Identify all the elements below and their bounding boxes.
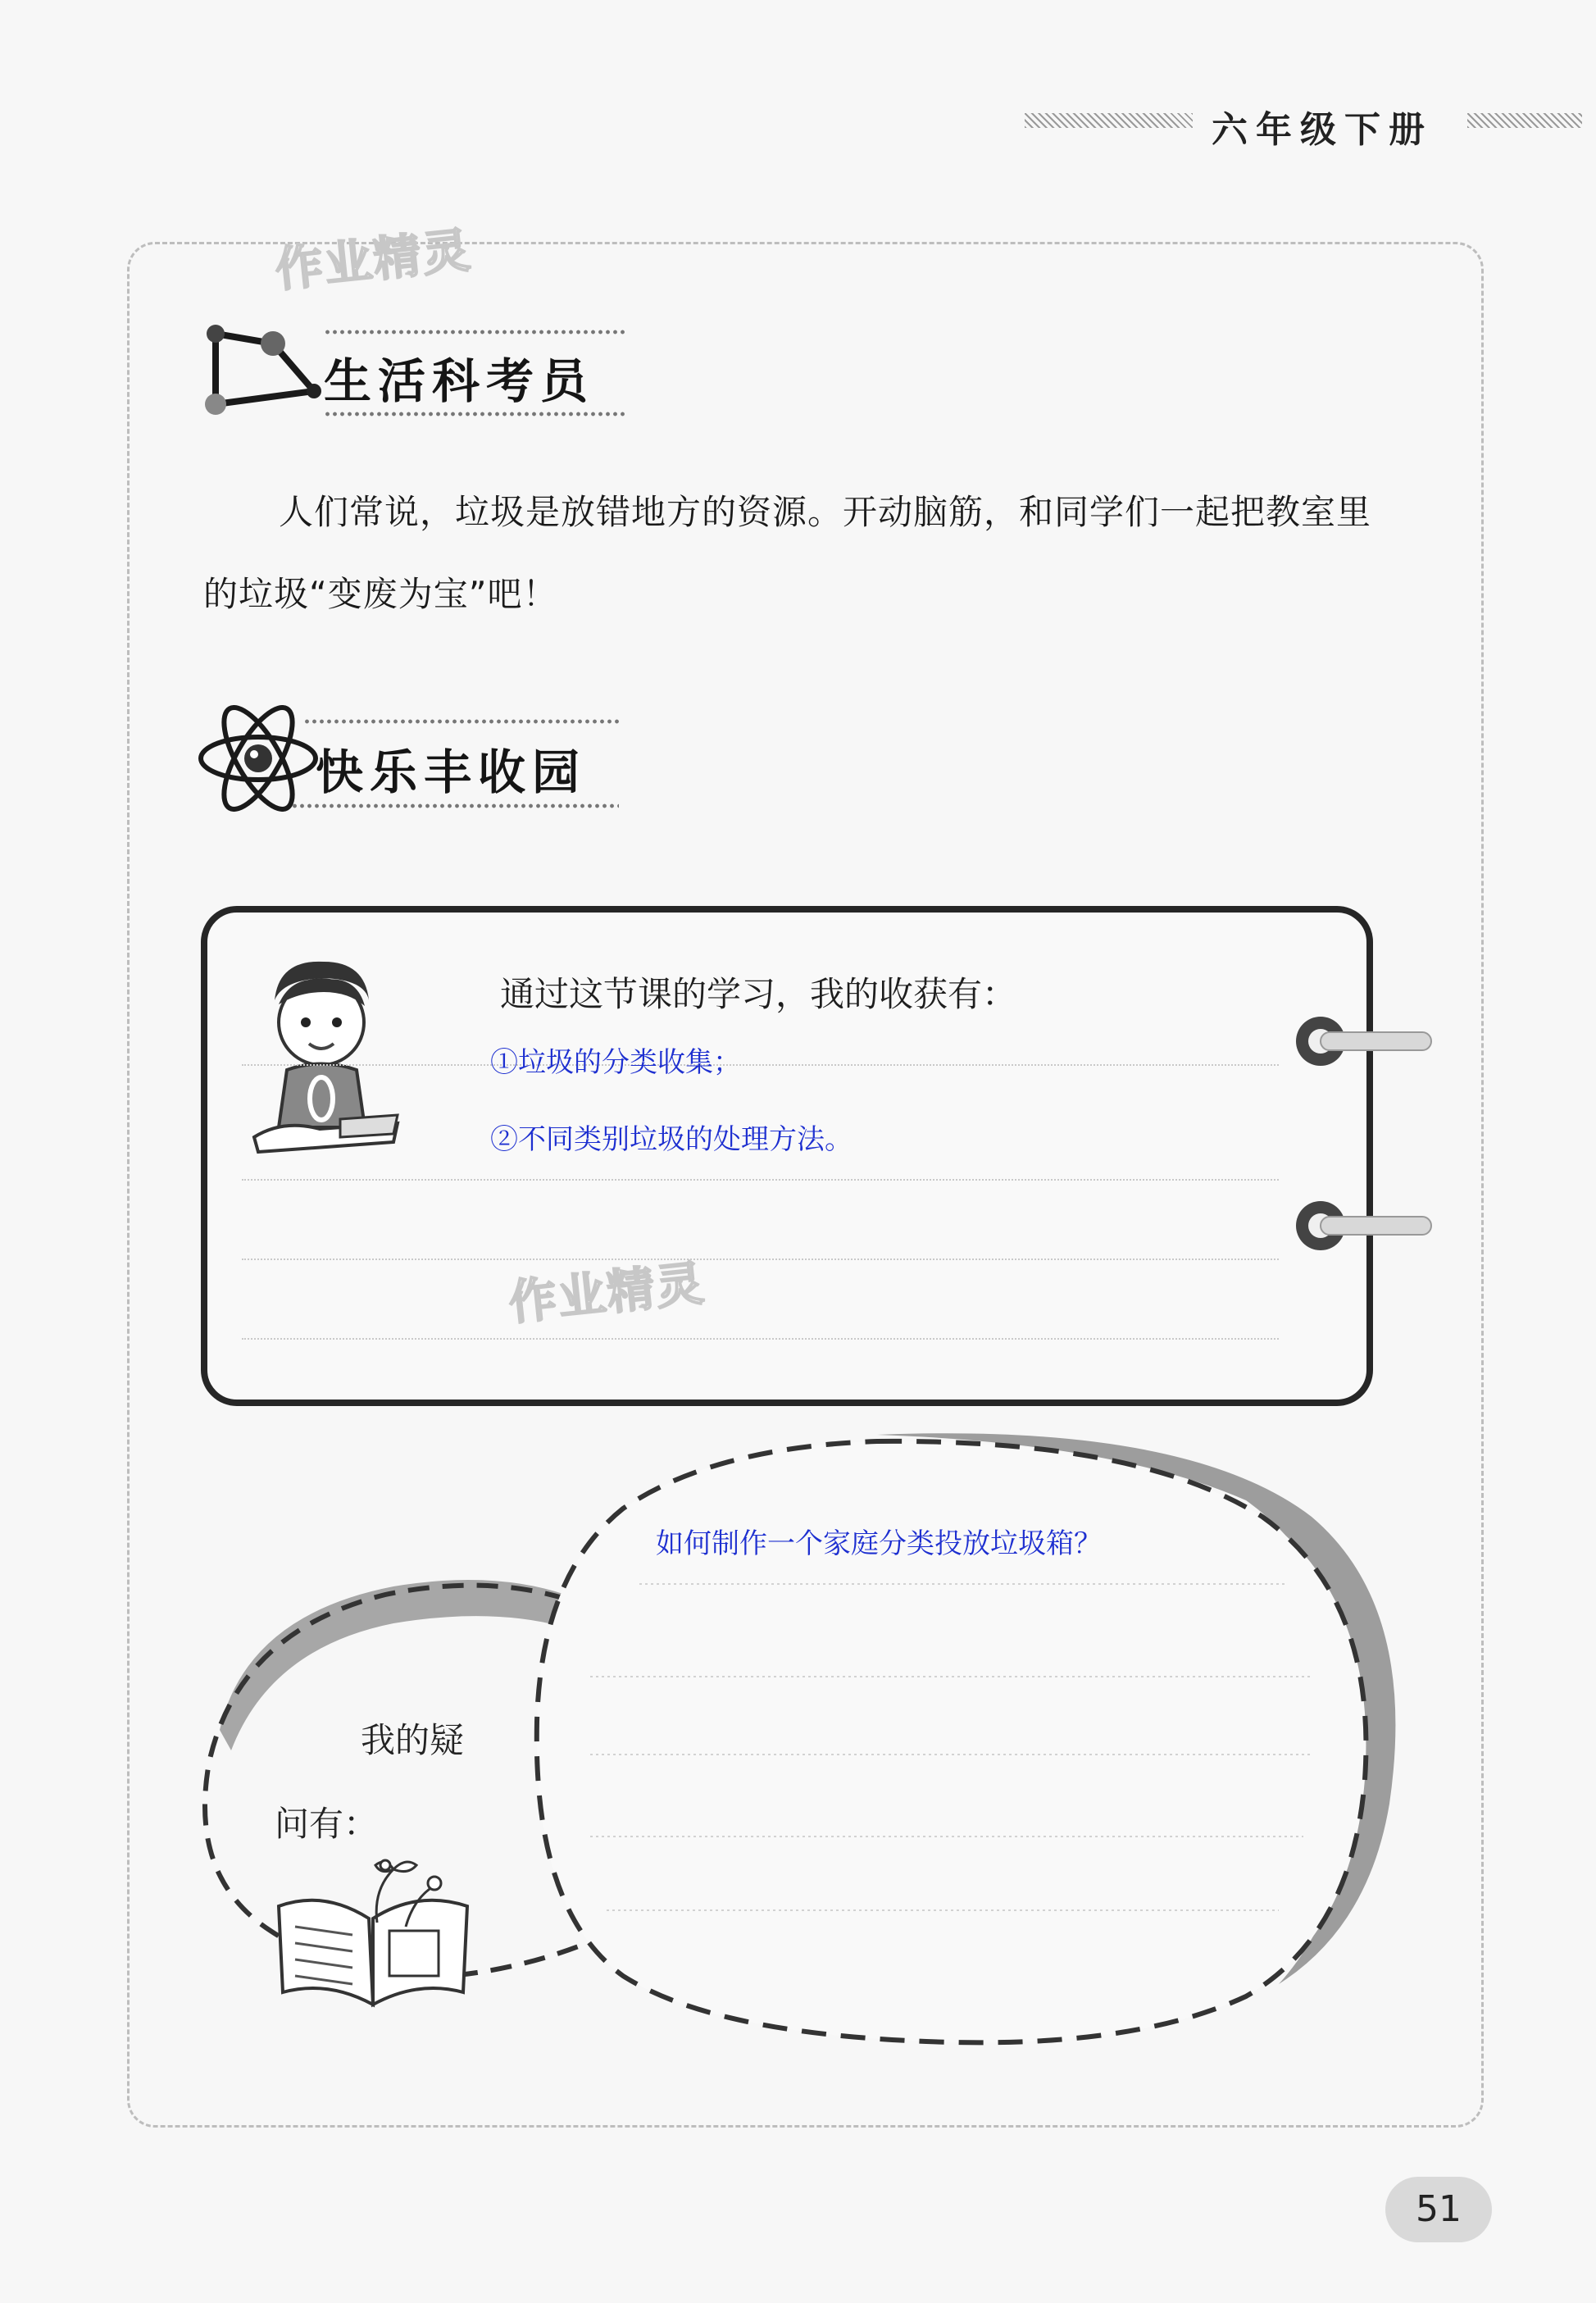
quiz-text-line1: 人们常说，垃圾是放错地方的资源。开动脑筋，和同学们一起把教室里 — [279, 492, 1372, 532]
grade-label: 六年级下册 — [1212, 109, 1433, 151]
watermark: 作业精灵 — [506, 1254, 708, 1331]
quiz-text-line2: 的垃圾“变废为宝”吧！ — [203, 574, 558, 614]
questions-label-line1: 我的疑 — [361, 1720, 465, 1760]
open-book-sprout-illustration — [262, 1849, 484, 2013]
harvest-answer-2: ②不同类别垃圾的处理方法。 — [490, 1123, 853, 1156]
questions-label-line2: 问有： — [275, 1804, 379, 1844]
section-title-quiz: 生活科考员 — [324, 353, 595, 409]
section-title-harvest: 快乐丰收园 — [316, 744, 587, 800]
question-answer: 如何制作一个家庭分类投放垃圾箱？ — [656, 1527, 1102, 1560]
page-number: 51 — [1385, 2177, 1492, 2242]
watermark: 作业精灵 — [272, 221, 475, 298]
harvest-answer-1: ①垃圾的分类收集； — [490, 1046, 741, 1079]
harvest-prompt: 通过这节课的学习，我的收获有： — [500, 974, 1017, 1014]
